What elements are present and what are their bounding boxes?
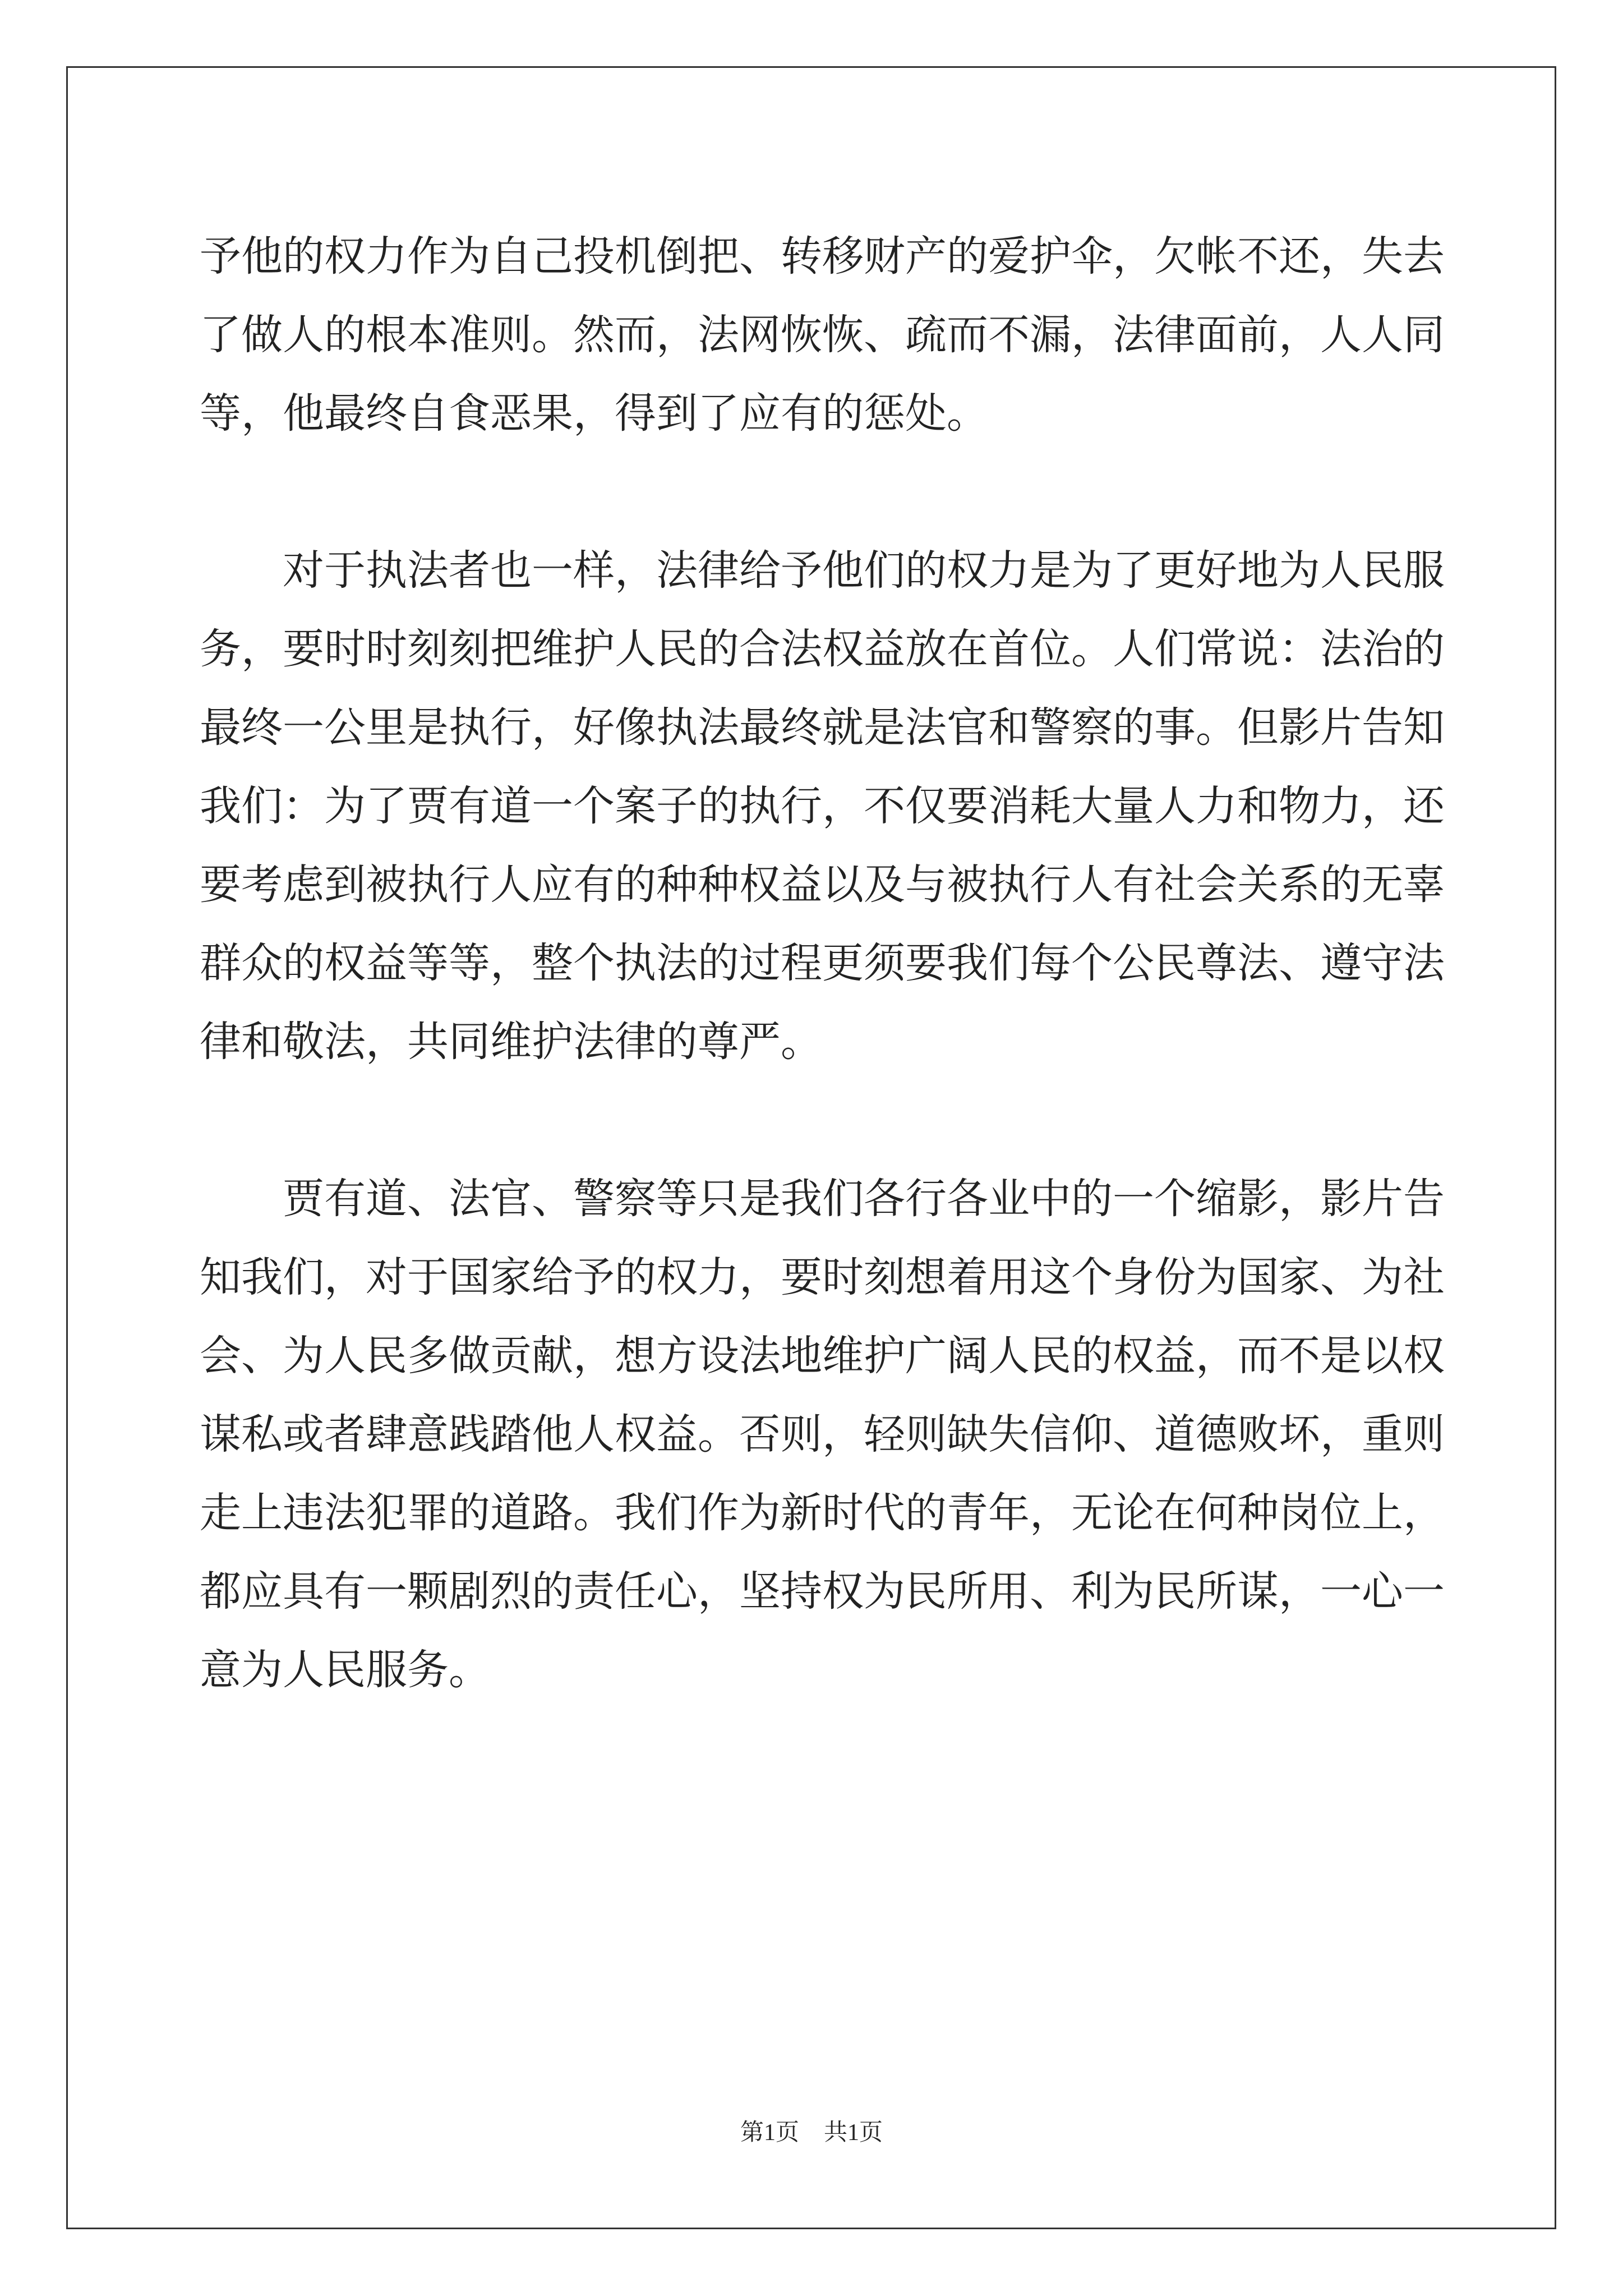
page-footer [0,2116,1623,2150]
text-line-9: 群众的权益等等，整个执法的过程更须要我们每个公民尊法、遵守法 [200,939,1445,987]
page-number-total: 共1页 [824,2120,883,2146]
text-line-5: 务，要时时刻刻把维护人民的合法权益放在首位。人们常说：法治的 [200,625,1445,673]
text-line-11: 贾有道、法官、警察等只是我们各行各业中的一个缩影，影片告 [200,1175,1445,1223]
text-line-8: 要考虑到被执行人应有的种种权益以及与被执行人有社会关系的无辜 [200,861,1445,909]
text-line-17: 意为人民服务。 [200,1646,490,1694]
text-line-14: 谋私或者肆意践踏他人权益。否则，轻则缺失信仰、道德败坏，重则 [200,1410,1445,1458]
text-line-2: 了做人的根本准则。然而，法网恢恢、疏而不漏，法律面前，人人同 [200,311,1445,359]
text-line-6: 最终一公里是执行，好像执法最终就是法官和警察的事。但影片告知 [200,703,1445,752]
text-line-12: 知我们，对于国家给予的权力，要时刻想着用这个身份为国家、为社 [200,1253,1445,1301]
page-number-current: 第1页 [740,2120,799,2146]
text-line-1: 予他的权力作为自己投机倒把、转移财产的爱护伞，欠帐不还，失去 [200,232,1445,280]
text-line-3: 等，他最终自食恶果，得到了应有的惩处。 [200,389,988,438]
text-line-15: 走上违法犯罪的道路。我们作为新时代的青年，无论在何种岗位上， [200,1489,1445,1537]
text-line-7: 我们：为了贾有道一个案子的执行，不仅要消耗大量人力和物力，还 [200,782,1445,830]
text-line-4: 对于执法者也一样，法律给予他们的权力是为了更好地为人民服 [200,546,1445,595]
text-line-13: 会、为人民多做贡献，想方设法地维护广阔人民的权益，而不是以权 [200,1332,1445,1380]
text-line-16: 都应具有一颗剧烈的责任心，坚持权为民所用、利为民所谋，一心一 [200,1567,1445,1616]
text-line-10: 律和敬法，共同维护法律的尊严。 [200,1018,822,1066]
